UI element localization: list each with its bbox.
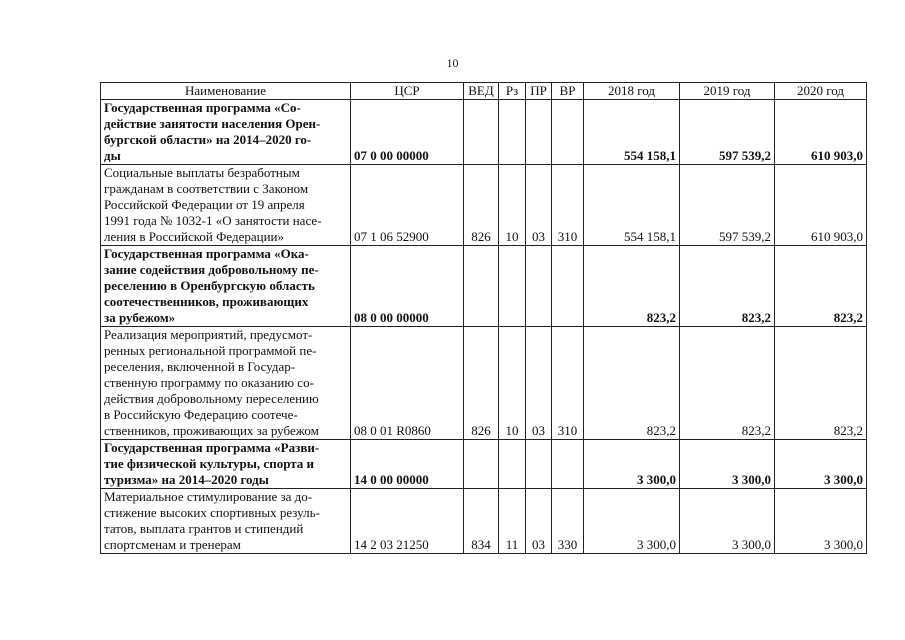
row-pr (526, 440, 552, 489)
row-name-line: зание содействия добровольному пе- (104, 262, 319, 277)
table-row-program (101, 440, 867, 489)
row-2019: 597 539,2 (680, 165, 775, 246)
row-vr: 310 (552, 165, 584, 246)
row-ved: 826 (464, 165, 499, 246)
table-row (101, 165, 867, 246)
row-name-line: 1991 года № 1032-1 «О занятости насе- (104, 213, 322, 228)
row-csr: 07 1 06 52900 (351, 165, 464, 246)
row-name-line: реселения, включенной в Государ- (104, 359, 296, 374)
row-rz (499, 246, 526, 327)
row-name-cell (101, 165, 351, 246)
row-name-line: ственников, проживающих за рубежом (104, 423, 319, 438)
row-pr (526, 100, 552, 165)
row-rz: 11 (499, 489, 526, 554)
row-name-line: Социальные выплаты безработным (104, 165, 300, 180)
page-number: 10 (446, 56, 459, 70)
row-2019: 597 539,2 (680, 100, 775, 165)
row-2020: 3 300,0 (775, 440, 867, 489)
row-ved (464, 246, 499, 327)
table-row (101, 489, 867, 554)
row-name-line: Материальное стимулирование за до- (104, 489, 313, 504)
row-vr: 330 (552, 489, 584, 554)
header-ved: ВЕД (464, 83, 499, 100)
header-vr: ВР (552, 83, 584, 100)
row-csr: 08 0 01 R0860 (351, 327, 464, 440)
row-name-line: Реализация мероприятий, предусмот- (104, 327, 313, 342)
budget-table (100, 82, 867, 554)
row-vr: 310 (552, 327, 584, 440)
table-row-program (101, 100, 867, 165)
row-2018: 554 158,1 (584, 165, 680, 246)
row-vr (552, 246, 584, 327)
row-vr (552, 100, 584, 165)
header-csr: ЦСР (351, 83, 464, 100)
row-rz (499, 100, 526, 165)
row-csr: 08 0 00 00000 (351, 246, 464, 327)
row-2020: 610 903,0 (775, 165, 867, 246)
header-name: Наименование (101, 83, 351, 100)
row-name-line: стижение высоких спортивных резуль- (104, 505, 320, 520)
row-pr: 03 (526, 489, 552, 554)
row-name-cell (101, 489, 351, 554)
row-ved: 826 (464, 327, 499, 440)
row-name-line: ственную программу по оказанию со- (104, 375, 314, 390)
row-name-line: реселению в Оренбургскую область (104, 278, 315, 293)
row-name-cell (101, 327, 351, 440)
header-pr: ПР (526, 83, 552, 100)
row-2018: 554 158,1 (584, 100, 680, 165)
row-csr: 14 0 00 00000 (351, 440, 464, 489)
header-2020: 2020 год (775, 83, 867, 100)
row-name-line: Российской Федерации от 19 апреля (104, 197, 305, 212)
row-pr: 03 (526, 327, 552, 440)
row-name-line: за рубежом» (104, 310, 176, 325)
row-2019: 3 300,0 (680, 489, 775, 554)
row-2020: 823,2 (775, 246, 867, 327)
row-name-line: в Российскую Федерацию соотече- (104, 407, 298, 422)
row-csr: 07 0 00 00000 (351, 100, 464, 165)
row-name-line: спортсменам и тренерам (104, 537, 241, 552)
row-name-line: татов, выплата грантов и стипендий (104, 521, 304, 536)
row-rz (499, 440, 526, 489)
row-name-line: соотечественников, проживающих (104, 294, 309, 309)
row-name-cell (101, 100, 351, 165)
table-row-program (101, 246, 867, 327)
row-2020: 823,2 (775, 327, 867, 440)
row-2018: 3 300,0 (584, 489, 680, 554)
row-rz: 10 (499, 327, 526, 440)
row-name-line: Государственная программа «Со- (104, 100, 301, 115)
row-name-line: тие физической культуры, спорта и (104, 456, 315, 471)
row-name-line: ления в Российской Федерации» (104, 229, 285, 244)
row-name-line: действия добровольному переселению (104, 391, 319, 406)
row-2020: 3 300,0 (775, 489, 867, 554)
row-name-cell (101, 440, 351, 489)
row-rz: 10 (499, 165, 526, 246)
row-name-cell (101, 246, 351, 327)
row-csr: 14 2 03 21250 (351, 489, 464, 554)
row-ved: 834 (464, 489, 499, 554)
row-name-line: ды (104, 148, 121, 163)
row-2019: 823,2 (680, 327, 775, 440)
row-name-line: туризма» на 2014–2020 годы (104, 472, 269, 487)
row-name-line: Государственная программа «Ока- (104, 246, 309, 261)
table-header-row (101, 83, 867, 100)
row-pr: 03 (526, 165, 552, 246)
row-ved (464, 100, 499, 165)
row-2018: 823,2 (584, 327, 680, 440)
row-2019: 823,2 (680, 246, 775, 327)
row-name-line: Государственная программа «Разви- (104, 440, 320, 455)
header-2018: 2018 год (584, 83, 680, 100)
row-2020: 610 903,0 (775, 100, 867, 165)
row-pr (526, 246, 552, 327)
row-name-line: гражданам в соответствии с Законом (104, 181, 309, 196)
row-2018: 823,2 (584, 246, 680, 327)
header-2019: 2019 год (680, 83, 775, 100)
row-name-line: действие занятости населения Орен- (104, 116, 321, 131)
row-ved (464, 440, 499, 489)
row-name-line: ренных региональной программой пе- (104, 343, 317, 358)
row-vr (552, 440, 584, 489)
row-2019: 3 300,0 (680, 440, 775, 489)
row-name-line: бургской области» на 2014–2020 го- (104, 132, 312, 147)
table-row (101, 327, 867, 440)
header-rz: Рз (499, 83, 526, 100)
row-2018: 3 300,0 (584, 440, 680, 489)
